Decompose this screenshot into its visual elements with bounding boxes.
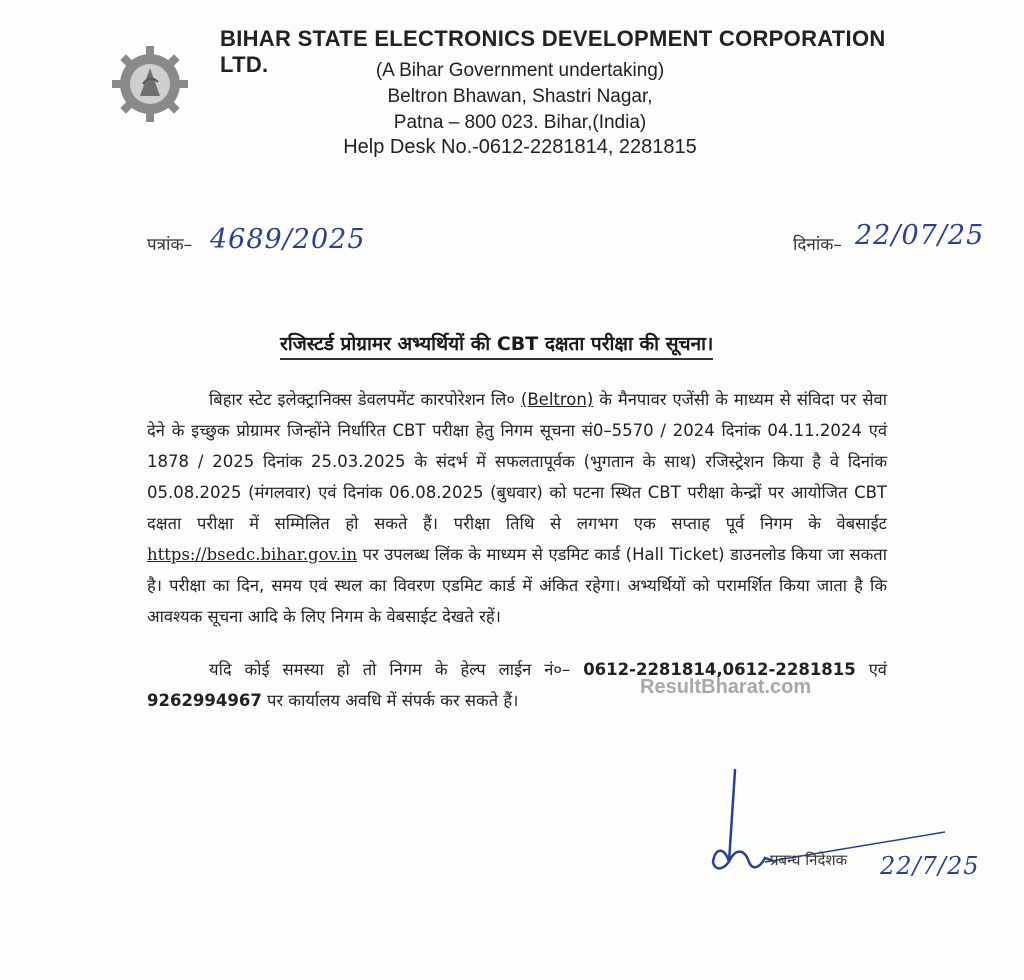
signature-date: 22/7/25	[880, 852, 980, 880]
help-desk-line: Help Desk No.-0612-2281814, 2281815	[343, 136, 697, 158]
para2-text-b: एवं	[868, 660, 887, 679]
date-label: दिनांक–	[793, 235, 842, 255]
org-city-line: Patna – 800 023. Bihar,(India)	[393, 112, 647, 133]
org-address-line: Beltron Bhawan, Shastri Nagar,	[387, 86, 653, 107]
para2-text-a: यदि कोई समस्या हो तो निगम के हेल्प लाईन नं०–	[209, 660, 584, 679]
org-subtitle: (A Bihar Government undertaking)	[375, 60, 665, 81]
notice-subject: रजिस्टर्ड प्रोग्रामर अभ्यर्थियों की CBT दक्षता परीक्षा की सूचना।	[280, 330, 713, 360]
beltron-logo-gear-icon	[110, 44, 190, 124]
beltron-abbrev: (Beltron)	[520, 390, 594, 409]
reference-label: पत्रांक–	[147, 235, 192, 255]
helpline-mobile: 9262994967	[147, 691, 262, 710]
helpline-numbers: 0612-2281814,0612-2281815	[583, 660, 856, 679]
para1-text-a: बिहार स्टेट इलेक्ट्रानिक्स डेवलपमेंट कारपोरेशन लि०	[209, 390, 521, 409]
watermark: ResultBharat.com	[640, 676, 812, 698]
body-paragraph-1	[147, 384, 887, 632]
reference-number: 4689/2025	[210, 224, 366, 255]
letter-date: 22/07/25	[855, 220, 985, 251]
para1-text-b: के मैनपावर एजेंसी के माध्यम से संविदा पर सेवा देने के इच्छुक प्रोग्रामर जिन्होंने निर्धारित CBT परीक्षा हेतु निगम सूचना सं0–5570 / 2024 दिनांक 04.11.2024 एवं 1878 / 2025 दिनांक 25.03.2025 के संदर्भ में सफलतापूर्वक (भुगतान के साथ) रजिस्ट्रेशन किया है वे दिनांक 05.08.2025 (मंगलवार) एवं दिनांक 06.08.2025 (बुधवार) को पटना स्थित CBT परीक्षा केन्द्रों पर आयोजित CBT दक्षता परीक्षा में सम्मिलित हो सकते हैं। परीक्षा तिथि से लगभग एक सप्ताह पूर्व निगम के वेबसाईट	[147, 390, 887, 533]
organization-name: BIHAR STATE ELECTRONICS DEVELOPMENT CORPORATION LTD.	[220, 26, 886, 77]
para2-text-c: पर कार्यालय अवधि में संपर्क कर सकते हैं।	[261, 691, 519, 710]
notice-body	[147, 384, 887, 716]
website-link[interactable]: https://bsedc.bihar.gov.in	[147, 545, 358, 564]
para1-text-c: पर उपलब्ध लिंक के माध्यम से एडमिट कार्ड (Hall Ticket) डाउनलोड किया जा सकता है। परीक्षा का दिन, समय एवं स्थल का विवरण एडमिट कार्ड में अंकित रहेगा। अभ्यर्थियों को परामर्शित किया जाता है कि आवश्यक सूचना आदि के लिए निगम के वेबसाईट देखते रहें।	[147, 545, 887, 626]
signatory-designation: प्रबन्ध निदेशक	[770, 851, 848, 869]
